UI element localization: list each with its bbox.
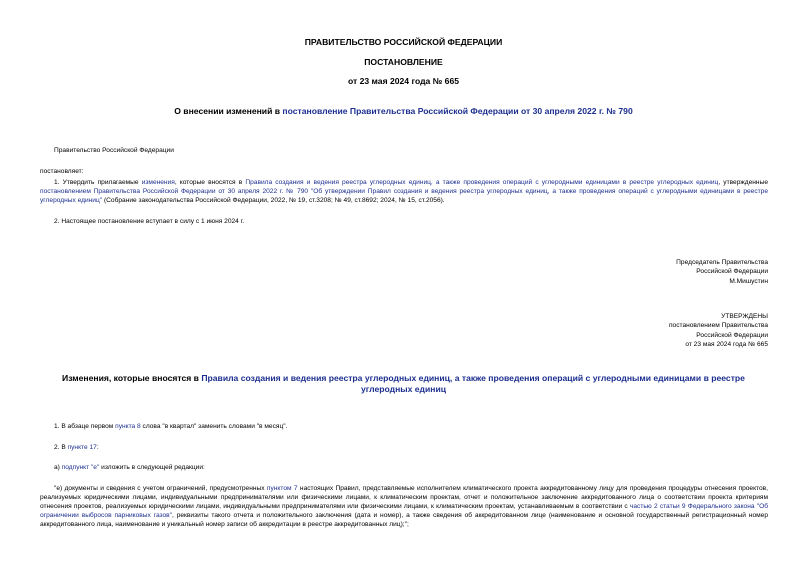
changes-link[interactable]: изменения [141,179,175,186]
doc-type-heading: ПОСТАНОВЛЕНИЕ [364,57,443,67]
change-2 [54,443,99,452]
point-8-link[interactable]: пункта 8 [115,423,141,430]
subpoint-e-text-1: "е) документы и сведения с учетом ограничений, предусмотренных [54,485,267,492]
change-1 [54,422,287,431]
subpoint-e-text-3: , реквизиты такого отчета и положительного заключения (дата и номер), а также сведения об аккредитованном лице (наименование и основной государственный регистрационный номер аккредитованного лица, наименование и уникальный номер записи об аккредитации в реестре аккредитованных лиц);"; [40,512,768,528]
changes-rules-link[interactable]: Правила создания и ведения реестра углеродных единиц, а также проведения операций с углеродными единицами в реестре углеродных единиц [201,373,745,394]
rules-link[interactable]: Правила создания и ведения реестра углеродных единиц, а также проведения операций с углеродными единицами в реестре углеродных единиц [245,179,719,186]
govt-line: Правительство Российской Федерации [54,147,174,154]
subpoint-e-link[interactable]: подпункт "е" [61,464,100,471]
signature-title-1: Председатель Правительства [676,259,768,266]
change-1-text-1: 1. В абзаце первом [54,423,116,430]
item-1-text-2: , которые вносятся в [174,179,246,186]
point-7-link[interactable]: пунктом 7 [266,485,298,492]
approval-line-2: постановлением Правительства [668,322,768,330]
doc-date: от 23 мая 2024 года № 665 [347,76,460,86]
subpoint-e-text [40,484,768,529]
change-2-text-2: : [96,444,99,451]
item-1 [40,178,768,205]
org-heading: ПРАВИТЕЛЬСТВО РОССИЙСКОЙ ФЕДЕРАЦИИ [304,37,503,47]
subpoint-e-text-2: настоящих Правил, представляемые исполнителем климатического проекта аккредитованному лицу для проведения процедуры отнесения проектов, реализуемых юридическими лицами, индивидуальными предпринимателями или физическими лицами, к климатическим проектам, отчет и положительное заключение аккредитованного лица о соответствии проекта критериям отнесения проектов, реализуемых юридическими лицами, индивидуальными предпринимателями или физическими лицами, к климатическим проектам, устанавливаемым в соответствии с [40,485,768,510]
item-1-text-4: (Собрание законодательства Российской Федерации, 2022, № 19, ст.3208; № 49, ст.8692; 2024, № 15, ст.2056). [102,197,445,204]
signature-title-2: Российской Федерации [696,268,768,276]
point-17-link[interactable]: пункте 17 [67,444,97,451]
doc-title [0,106,807,116]
federal-law-link[interactable]: частью 2 статьи 9 Федерального закона "Об ограничении выбросов парниковых газов" [40,503,768,519]
changes-title [40,373,767,395]
approval-block [669,312,768,349]
signature-name: М.Мишустин [729,277,768,285]
approval-line-1: УТВЕРЖДЕНЫ [721,313,768,320]
approval-line-4: от 23 мая 2024 года № 665 [685,340,768,348]
approval-line-3: Российской Федерации [696,331,768,339]
decree-790-link-body[interactable]: постановлением Правительства Российской Федерации от 30 апреля 2022 г. № 790 "Об утверждении Правил создания и ведения реестра углеродных единиц, а также проведения операций с углеродными единицами в реестре углеродных единиц" [40,188,768,204]
change-2a-text-1: а) [54,464,62,471]
change-2-text-1: 2. В [54,444,68,451]
change-2a [54,463,205,472]
signature-block [676,258,768,286]
doc-title-prefix: О внесении изменений в [174,106,283,116]
item-1-text-1: 1. Утвердить прилагаемые [54,179,142,186]
changes-title-prefix: Изменения, которые вносятся в [62,373,202,383]
resolves-line: постановляет: [40,168,84,175]
change-2a-text-2: изложить в следующей редакции: [99,464,205,471]
item-1-text-3: , утвержденные [718,179,768,186]
item-2: 2. Настоящее постановление вступает в силу с 1 июня 2024 г. [54,218,245,225]
change-1-text-2: слова "в квартал" заменить словами "в месяц". [140,423,288,430]
decree-790-link[interactable]: постановление Правительства Российской Федерации от 30 апреля 2022 г. № 790 [282,106,633,116]
